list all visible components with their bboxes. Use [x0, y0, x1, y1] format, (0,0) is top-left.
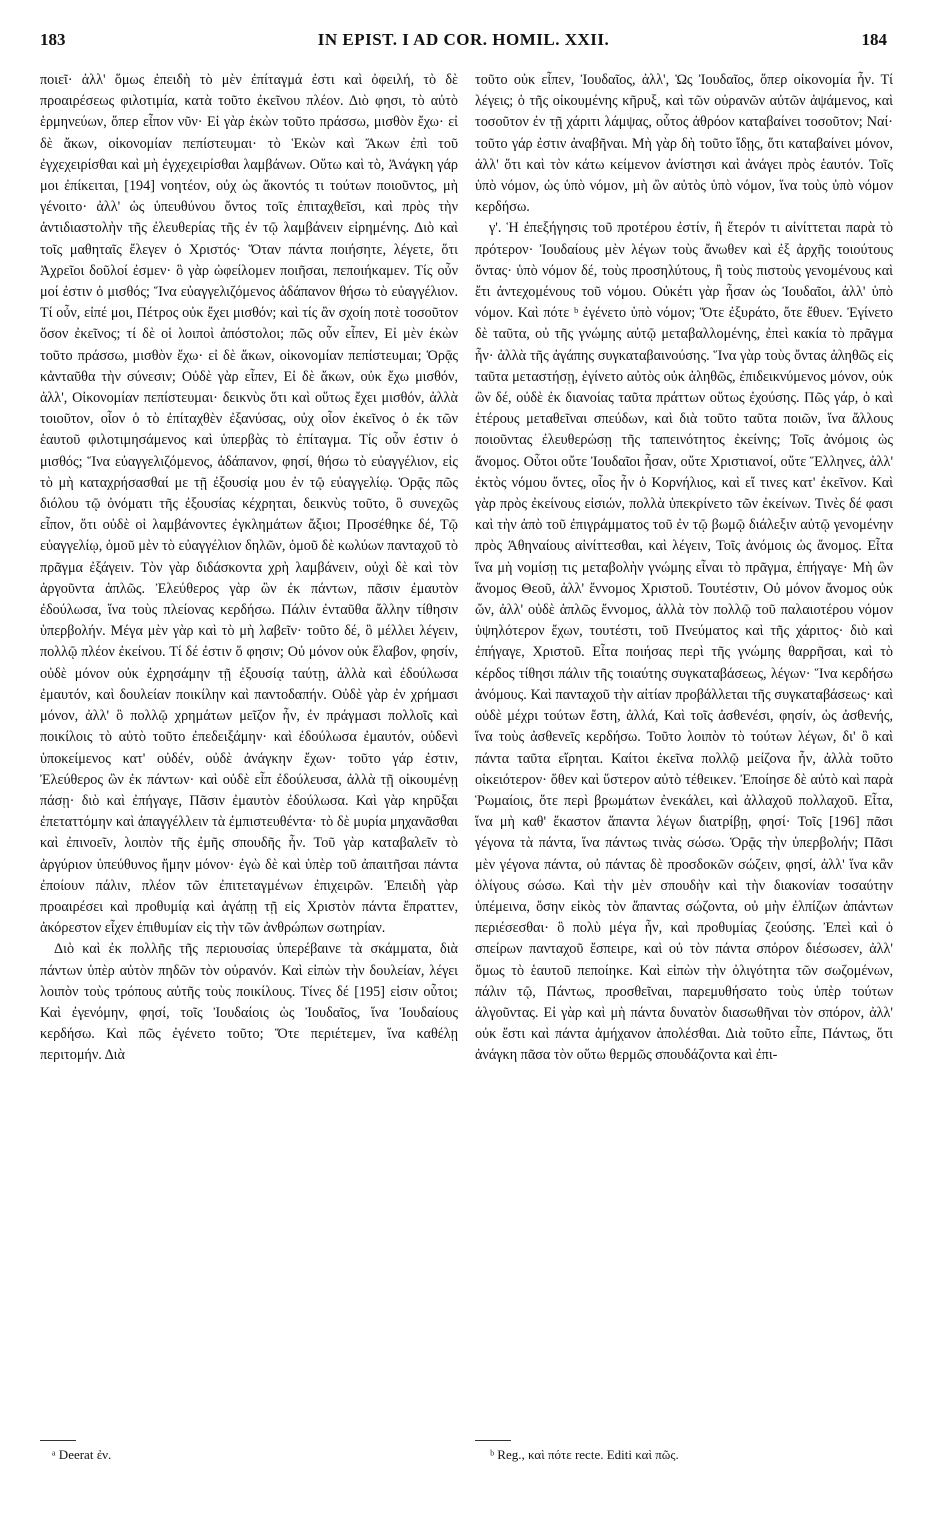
right-paragraph-2: γ'. Ἡ ἐπεξήγησις τοῦ προτέρου ἐστίν, ἢ ἕτερόν τι αἰνίττεται παρὰ τὸ πρότερον· Ἰουδαίους μὲν λέγων τοὺς ἄνωθεν καὶ ἐξ ἀρχῆς τοιούτους ὄντας· ὑπὸ νόμον δέ, τοὺς προσηλύτους, ἢ τοὺς πιστοὺς γενομένους καὶ ἔτι ἀντεχομένους τοῦ νόμου. Οὐκέτι γὰρ ἦσαν ὡς Ἰουδαῖοι, ἀλλ' ὑπὸ νόμον. Καὶ πότε ᵇ ἐγένετο ὑπὸ νόμον; Ὅτε ἐξυράτο, ὅτε ἔθυεν. Ἐγίνετο δὲ ταῦτα, οὐ τῆς γνώμης αὐτῷ μεταβαλλομένης, ἐπεὶ κακία τὸ πρᾶγμα ἦν· ἀλλὰ τῆς ἀγάπης συγκαταβαινούσης. Ἵνα γὰρ τοὺς ὄντας ἀληθῶς εἰς ταῦτα μεταστήσῃ, ἐγίνετο αὐτὸς οὐκ ἀληθῶς, ἐπιδεικνύμενος μόνον, οὐκ ὢν δέ, οὐδὲ ἐκ διανοίας ταῦτα πράττων οὕτως ἐχούσης. Πῶς γάρ, ὁ καὶ ἑτέρους μεταθεῖναι σπεύδων, καὶ διὰ τοῦτο ταῦτα ποιῶν, ἵνα ἄλλους ποιοῦντας ἐλευθερώσῃ τῆς ταπεινότητος ἐκείνης; Τοῖς ἀνόμοις ὡς ἄνομος. Οὗτοι οὔτε Ἰουδαῖοι ἦσαν, οὔτε Χριστιανοί, οὔτε Ἕλληνες, ἀλλ' ἐκτὸς νόμου ὄντες, οἷος ἦν ὁ Κορνήλιος, καὶ εἴ τινες κατ' ἐκεῖνον. Καὶ γὰρ πρὸς ἐκείνους εἰσιών, πολλὰ ὑπεκρίνετο τῶν ἐκείνων. Τινὲς δέ φασι καὶ τὴν ἀπὸ τοῦ ἐπιγράμματος τοῦ ἐν τῷ βωμῷ διάλεξιν αὐτῷ γενομένην πρὸς Ἀθηναίους αἰνίττεσθαι, καὶ λέγειν, Τοῖς ἀνόμοις ὡς ἄνομος. Εἶτα ἵνα μὴ νομίσῃ τις μεταβολὴν γνώμης εἶναι τὸ πρᾶγμα, ἐπήγαγε· Μὴ ὢν ἄνομος Θεοῦ, ἀλλ' ἔννομος Χριστοῦ. Τουτέστιν, Οὐ μόνον ἄνομος οὐκ ὤν, ἀλλ' οὐδὲ ἁπλῶς ἔννομος, ἀλλὰ τὸν πολλῷ τοῦ παλαιοτέρου νόμον ὑψηλότερον ἔχων, τουτέστι, τοῦ Πνεύματος καὶ τῆς χάριτος· διὸ καὶ ἐπήγαγε, Χριστοῦ. Εἶτα ποιήσας περὶ τῆς γνώμης θαρρῆσαι, καὶ τὸ κέρδος τίθησι πάλιν τῆς τοιαύτης συγκαταβάσεως, λέγων· Ἵνα κερδήσω ἀνόμους. Καὶ πανταχοῦ τὴν αἰτίαν προβάλλεται τῆς συγκαταβάσεως· καὶ οὐδὲ μέχρι τούτων ἔστη, ἀλλά, Καὶ τοῖς ἀσθενέσι, φησίν, ὡς ἀσθενής, ἵνα τοὺς ἀσθενεῖς κερδήσω. Τοῦτο λοιπὸν τὸ τούτων λέγων, δι' ὃ καὶ πάντα ταῦτα εἴρηται. Καίτοι ἐκεῖνα πολλῷ μείζονα ἦν, ἀλλὰ τοῦτο οἰκειότερον· ὅθεν καὶ ὕστερον αὐτὸ τέθεικεν. Ἐποίησε δὲ αὐτὸ καὶ παρὰ Ῥωμαίοις, ὅτε περὶ βρωμάτων ἐνεκάλει, καὶ ἀλλαχοῦ πολλαχοῦ. Εἶτα, ἵνα μὴ καθ' ἕκαστον ἅπαντα λέγων διατρίβῃ, φησί· Τοῖς [196] πᾶσι γέγονα τὰ πάντα, ἵνα πάντως τινὰς σώσω. Ὁρᾷς τὴν ὑπερβολήν; Πᾶσι μὲν γέγονα πάντα, οὐ πάντας δὲ προσδοκῶν σώζειν, φησί, ἀλλ' ἵνα κἂν ὀλίγους σώσω. Καὶ τὴν μὲν σπουδὴν καὶ τὴν διακονίαν τοσαύτην ὑπέμεινα, ὅσην εἰκὸς τὸν ἅπαντας σώζοντα, οὐ μὴν ἐλπίζων ἁπάντων περιέσεσθαι· ὃ πολὺ μέγα ἦν, καὶ προθυμίας ζεούσης. Ἐπεὶ καὶ ὁ σπείρων πανταχοῦ ἔσπειρε, καὶ οὐ τὸν πάντα σπόρον διέσωσεν, ἀλλ' ὅμως τὸ ἑαυτοῦ πεποίηκε. Καὶ εἰπὼν τὴν ὀλιγότητα τῶν σωζομένων, πάλιν τῷ, Πάντως, προσθεῖναι, παρεμυθήσατο τοὺς ὑπὲρ τούτων ἀλγοῦντας. Εἰ γὰρ καὶ μὴ πάντα δυνατὸν διασωθῆναι τὸν σπόρον, ἀλλ' οὐκ ἔστι καὶ πάντα ἀμήχανον ἀπολέσθαι. Διὰ τοῦτο εἶπε, Πάντως, ὅτι ἀνάγκη πᾶσα τὸν οὕτω θερμῶς σπουδάζοντα καὶ ἐπι- [475, 220, 893, 1064]
left-column [40, 70, 458, 1067]
page-number-left: 183 [40, 30, 66, 49]
left-paragraph-1: ποιεῖ· ἀλλ' ὅμως ἐπειδὴ τὸ μὲν ἐπίταγμά ἐστι καὶ ὀφειλή, τὸ δὲ προαιρέσεως φιλοτιμία, κατὰ τοῦτο ἐκεῖνου πλέον. Διὸ φησι, τὸ αὐτὸ ἑρμηνεύων, ὅπερ εἶπον νῦν· Εἰ γὰρ ἑκὼν τοῦτο πράσσω, μισθὸν ἔχω· εἰ δὲ ἄκων, οἰκονομίαν πεπίστευμαι· τὸ Ἑκὼν καὶ Ἄκων ἐπὶ τοῦ ἐγχεχειρίσθαι καὶ μὴ ἐγχεχειρίσθαι λαμβάνων. Οὕτω καὶ τὸ, Ἀνάγκη γάρ μοι ἐπίκειται, [194] νοητέον, οὐχ ὡς ἄκοντός τι τούτων ποιοῦντος, μὴ γένοιτο· ἀλλ' ὡς ὑπευθύνου ὄντος τοῖς ἐπιταχθεῖσι, καὶ πρὸς τὴν ἀντιδιαστολὴν τῆς ἐλευθερίας τῆς ἐν τῷ λαμβάνειν εἰρημένης. Διὸ καὶ τοῖς μαθηταῖς ἔλεγεν ὁ Χριστός· Ὅταν πάντα ποιήσητε, λέγετε, ὅτι Ἀχρεῖοι δοῦλοί ἐσμεν· ὃ γὰρ ὠφείλομεν ποιῆσαι, πεποιήκαμεν. Τίς οὖν μοί ἐστιν ὁ μισθός; Ἵνα εὐαγγελιζόμενος ἀδάπανον θήσω τὸ εὐαγγέλιον. Τί οὖν, εἰπέ μοι, Πέτρος οὐκ ἔχει μισθόν; καὶ τίς ἂν σχοίη ποτὲ τοσοῦτον ὅσον ἐκεῖνος; τί δὲ οἱ λοιποὶ ἀπόστολοι; πῶς οὖν εἶπεν, Εἰ μὲν ἑκὼν τοῦτο πράσσω, μισθὸν ἔχω· εἰ δὲ ἄκων, οἰκονομίαν πεπίστευμαι; Ὁρᾷς κἀνταῦθα τὴν σύνεσιν; Οὐδὲ γὰρ εἶπεν, Εἰ δὲ ἄκων, οὐκ ἔχω μισθόν, ἀλλ', Οἰκονομίαν πεπίστευμαι· δεικνὺς ὅτι καὶ οὕτως ἔχει μισθόν, ἀλλὰ τοιοῦτον, οἷον ὁ τὸ ἐπίταχθὲν ἐξανύσας, οὐχ οἷον ἐκεῖνος ὁ ἐκ τῶν ἑαυτοῦ φιλοτιμησάμενος καὶ ὑπερβὰς τὸ ἐπίταγμα. Τίς οὖν ἐστιν ὁ μισθός; Ἵνα εὐαγγελιζόμενος, ἀδάπανον, φησί, θήσω τὸ εὐαγγέλιον, εἰς τὸ μὴ καταχρήσασθαί με τῇ ἐξουσίᾳ μου ἐν τῷ εὐαγγελίῳ. Ὁρᾷς πῶς διόλου τῷ ὀνόματι τῆς ἐξουσίας κέχρηται, δεικνὺς τοῦτο, ὃ συνεχῶς εἶπον, ὅτι οὐδὲ οἱ λαμβάνοντες ἐγκλημάτων ἄξιοι; Προσέθηκε δέ, Τῷ εὐαγγελίῳ, ὁμοῦ μὲν τὸ εὐαγγέλιον δηλῶν, ὁμοῦ δὲ κωλύων πανταχοῦ τὸ πρᾶγμα ἐξάγειν. Τὸν γὰρ διδάσκοντα χρὴ λαμβάνειν, οὐχὶ δὲ καὶ τὸν ἀργοῦντα ἁπλῶς. Ἐλεύθερος γὰρ ὢν ἐκ πάντων, πᾶσιν ἐμαυτὸν ἐδούλωσα, ἵνα τοὺς πλείονας κερδήσω. Πάλιν ἐνταῦθα ἄλλην τίθησιν ὑπερβολήν. Μέγα μὲν γὰρ καὶ τὸ μὴ λαβεῖν· τοῦτο δέ, ὃ μέλλει λέγειν, πολλῷ πλέον ἐκείνου. Τί δέ ἐστιν ὅ φησιν; Οὐ μόνον οὐκ ἔλαβον, φησίν, οὐδὲ μόνον οὐκ ἐχρησάμην τῇ ἐξουσίᾳ ταύτῃ, ἀλλὰ καὶ ἐδούλωσα ἐμαυτόν, καὶ δουλείαν ποικίλην καὶ παντοδαπήν. Οὐδὲ γὰρ ἐν χρήμασι μόνον, ἀλλ' ὃ πολλῷ χρημάτων μεῖζον ἦν, ἐν πράγμασι πολλοῖς καὶ ποικίλοις τὸ αὐτὸ τοῦτο ἐπεδειξάμην· καὶ ἐδούλωσα ἐμαυτόν, οὐδενὶ ὑποκείμενος κατ' οὐδέν, οὐδὲ ἀνάγκην ἔχων· τοῦτο γάρ ἐστιν, Ἐλεύθερος ὢν ἐκ πάντων· καὶ οὐδὲ εἶπ ἐδούλευσα, ἀλλὰ τῇ οἰκουμένῃ πάσῃ· διὸ καὶ ἐπήγαγε, Πᾶσιν ἐμαυτὸν ἐδούλωσα. Καὶ γὰρ κηρῦξαι ἐπεταττόμην καὶ ἀπαγγέλλειν τὰ ἐμπιστευθέντα· τὸ δὲ μυρία μηχανᾶσθαι καὶ ἐπινοεῖν, λοιπὸν τῆς ἐμῆς σπουδῆς ἦν. Τοῦ γὰρ καταβαλεῖν τὸ ἀργύριον ὑπεύθυνος ἤμην μόνον· ἐγὼ δὲ καὶ ὑπὲρ τοῦ ἀπαιτῆσαι πάντα ἐποίουν πάλιν, πλέον τῶν ἐπιτεταγμένων ἐπιχειρῶν. Ἐπειδὴ γὰρ προαιρέσει καὶ προθυμίᾳ καὶ ἀγάπῃ τῇ εἰς Χριστὸν πάντα ἔπραττεν, ἀκόρεστον εἶχεν ἐπιθυμίαν εἰς τὴν τῶν ἀνθρώπων σωτηρίαν. [40, 72, 458, 937]
footnote-rule-right [475, 1440, 511, 1441]
footnote-left: ᵃ Deerat ἐν. [52, 1447, 112, 1462]
footnote-right: ᵇ Reg., καὶ πότε recte. Editi καὶ πῶς. [490, 1447, 679, 1462]
page-header [40, 30, 887, 60]
running-title: IN EPIST. I AD COR. HOMIL. XXII. [317, 30, 610, 49]
footnote-rule-left [40, 1440, 76, 1441]
page-number-right: 184 [861, 30, 887, 49]
left-paragraph-2: Διὸ καὶ ἐκ πολλῆς τῆς περιουσίας ὑπερέβαινε τὰ σκάμματα, διὰ πάντων ὑπὲρ αὐτὸν πηδῶν τὸν οὐρανόν. Καὶ εἰπὼν τὴν δουλείαν, λέγει λοιπὸν τοὺς τρόπους αὐτῆς τοὺς ποικίλους. Τίνες δέ [195] εἰσιν οὗτοι; Καὶ ἐγενόμην, φησί, τοῖς Ἰουδαίοις ὡς Ἰουδαῖος, ἵνα Ἰουδαίους κερδήσω. Καὶ πῶς ἐγένετο τοῦτο; Ὅτε περιέτεμεν, ἵνα καθέλῃ περιτομήν. Διὰ [40, 941, 458, 1064]
right-column [475, 70, 893, 1067]
right-paragraph-1: τοῦτο οὐκ εἶπεν, Ἰουδαῖος, ἀλλ', Ὡς Ἰουδαῖος, ὅπερ οἰκονομία ἦν. Τί λέγεις; ὁ τῆς οἰκουμένης κῆρυξ, καὶ τῶν οὐρανῶν αὐτῶν ἀψάμενος, καὶ τοσοῦτον ἐν τῇ χάριτι λάμψας, οὗτος ἀθρόον καταβαίνει τοσοῦτον; Ναί· τοῦτο γάρ ἐστιν ἀναβῆναι. Μὴ γὰρ δὴ τοῦτο ἴδῃς, ὅτι καταβαίνει μόνον, ἀλλ' ὅτι καὶ τὸν κάτω κείμενον ἀνίστησι καὶ ἀνάγει πρὸς ἑαυτόν. Τοῖς ὑπὸ νόμον, ὡς ὑπὸ νόμον, μὴ ὢν αὐτὸς ὑπὸ νόμον, ἵνα τοὺς ὑπὸ νόμον κερδήσω. [475, 72, 893, 216]
